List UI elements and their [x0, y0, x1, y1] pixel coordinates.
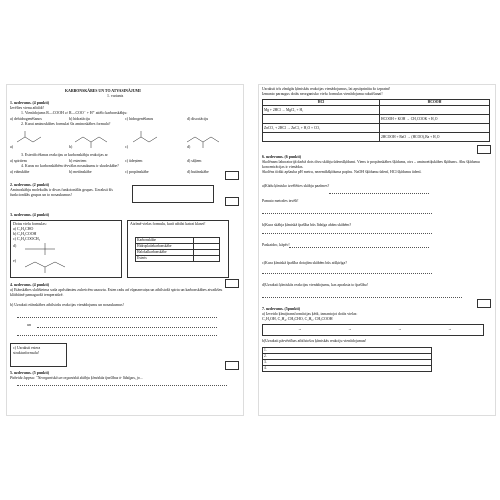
q6-text: Skolēnam laboratorijā darbā dots divu skābju ūdensšķīdumi. Viens ir propānskābes šķīdums, otrs – aminoetiķskābes šķīdums. Abu šķīdumu koncentrācijas ir vienādas. [262, 160, 480, 169]
q4-score-box[interactable] [225, 361, 239, 370]
q7-eq-cell[interactable]: 4. [263, 366, 432, 372]
q6-a-line[interactable] [329, 193, 429, 194]
table-row [263, 124, 490, 133]
q4-answer-line[interactable] [17, 335, 217, 336]
q6-b-line[interactable] [262, 233, 432, 234]
q6-a: a)Kādu ķīmisko izvēlēties skābju pazīmes? [262, 184, 330, 188]
table-cell[interactable]: ZnCO₃ + 2HCl → ZnCl₂ + H₂O + CO₂ [263, 124, 380, 133]
q3-class-cell: Hidroplaiiekarbonskābe [136, 244, 194, 250]
q3-classes-title: Atzīmē vielas formulu, kurā atbilst katrai klasei! [130, 222, 206, 226]
q3-class-cell: Halokalkarbonskābe [136, 250, 194, 256]
q6-d-line[interactable] [262, 297, 462, 298]
table-cell[interactable]: Mg + 2HCl → MgCl₂ + H₂ [263, 106, 380, 115]
q6-heading: 6. uzdevums. (6 punkti) [262, 155, 302, 159]
q7-b: b)Uzraksti pārvērtības atbilstošos ķīmiskās reakciju vienādojumus! [262, 339, 367, 343]
q4-part-b: b) Uzraksti etānskābes atbilstošu reakcijas vienādojumu un nosaukumus! [10, 303, 124, 307]
q5-text: Pabeidz lappsu: "Neorganiskā un organiskā skābju ķīmiskās īpašības ir līdzīgas, jo... [10, 376, 143, 380]
q1-instruction: Izvēlies vienu atbildi! [10, 106, 44, 110]
q7-arrow: → [348, 327, 352, 331]
q3-class-cell: Karbonskābe [136, 238, 194, 244]
q2-answer-box[interactable] [132, 185, 214, 203]
q2-heading: 2. uzdevums. (2 punkti) [10, 183, 50, 187]
table-cell[interactable]: 2HCOOH + BaO → (HCOO)₂Ba + H₂O [380, 133, 490, 142]
q1-s2: 2. Kurai aminoskābes formulai šīs aminoskābes formula? [21, 122, 111, 126]
q1-s2-opt-c: c) [125, 145, 129, 149]
q7-arrow: → [448, 327, 452, 331]
q1-s1-opt-c: c) hidrogenēšanos [125, 117, 154, 121]
q1-s1-opt-b: b) hidratāciju [69, 117, 90, 121]
table-cell[interactable] [380, 106, 490, 115]
q1-s2-opt-d: d) [187, 145, 191, 149]
q1-s4-opt-b: b) metānskābe [69, 170, 92, 174]
q7-eq-cell[interactable]: 1. [263, 348, 432, 354]
q3-formula-d: d) [13, 244, 17, 248]
table-cell[interactable] [263, 133, 380, 142]
reaction-table [262, 99, 490, 142]
q3-formula-b: b) C₂H₅COOH [13, 232, 37, 236]
table-row [263, 115, 490, 124]
col-hcooh: HCOOH [380, 100, 490, 106]
q1-s1-opt-d: d) disociāciju [187, 117, 209, 121]
q1-s3-opt-a: a) spirtiem [10, 159, 27, 163]
q4-answer-line[interactable] [37, 327, 217, 328]
q6-d: d)Uzraksti ķīmiskās reakcijas vienādojumu, kas apraksta to īpašību! [262, 283, 368, 287]
q6-text-2: Skolēns tīrāki apšauba pH metru, nezemīkšķīduma papīru. NaOH šķīdumu ūdenī, HCl šķīdumu ūdenī. [262, 170, 422, 174]
q3-classes-table [135, 237, 220, 262]
q3-class-cell: Esteris [136, 256, 194, 262]
q6-c: c)Kura ķīmiskā īpašība dotajām skābēm būs atšķirīga? [262, 261, 347, 265]
q7-arrow: → [298, 327, 302, 331]
q4-estera-box[interactable] [10, 343, 67, 367]
left-page [6, 84, 244, 416]
table-row [136, 256, 220, 262]
q1-s3: 3. Esterificēšanas reakcijas ar karbonskābju reakcijas ar [21, 153, 108, 157]
q3-score-box[interactable] [225, 279, 239, 288]
q3-structure-d-e [21, 241, 81, 275]
q6-c-line[interactable] [262, 273, 432, 274]
q4-answer-line[interactable] [17, 317, 217, 318]
worksheet-title: KARBONSKĀBES UN TO ATVASINĀJUMI [65, 89, 141, 93]
q4-heading: 4. uzdevums. (4 punkti) [10, 283, 50, 287]
q7-a: a) Izveido ķīmijtransformācijas ķēdi, izmantojot dotās vielas: [262, 312, 358, 316]
table-row [263, 133, 490, 142]
q4-un-label: un [27, 323, 31, 327]
q7-equations-table [262, 347, 432, 372]
q2-text: Aminoskābju molekulās ir divas funkcionālās grupas. Uzraksti šīs funkcionālās grupas un to nosaukumus! [10, 188, 113, 197]
q6-a2-line[interactable] [262, 213, 432, 214]
q3-formula-c: c) C₂H₅COOCH₃ [13, 237, 41, 241]
q3-formula-a: a) C₂H₅CHO [13, 227, 34, 231]
q3-formula-e: e) [13, 259, 17, 263]
q3-heading: 3. uzdevums. (4 punkti) [10, 213, 50, 217]
intro-line-2: Izmanto paraugus dotās neorganisko vielu formulas vienādojumu rakstīšanai! [262, 92, 383, 96]
q1-s3-opt-b: b) esteriem [69, 159, 87, 163]
q5-heading: 5. uzdevums. (5 punkti) [10, 371, 50, 375]
q1-s4-opt-c: c) propānskābe [125, 170, 149, 174]
q7-eq-cell[interactable]: 2. [263, 354, 432, 360]
q1-s4: 4. Kuras no karbonskābēm tēvvālas nosaukumu ir skudrskābe? [21, 164, 119, 168]
q3-formulas-title: Dotas vielu formulas: [13, 222, 47, 226]
intro-line-1: Uzraksti trīs zīmīgās ķīmiskās reakcijas vienādojumus, lai apstiprinātu šo izpratni! [262, 87, 391, 91]
table-cell[interactable]: HCOOH + KOH → CH₃COOK + H₂O [380, 115, 490, 124]
q1-s2-opt-b: b) [69, 145, 73, 149]
q7-heading: 7. uzdevums. (5punkti) [262, 307, 301, 311]
q1-s2-opt-a: a) [10, 145, 14, 149]
q6-b2-line[interactable] [289, 247, 429, 248]
q3-formulas-panel [10, 220, 122, 278]
q3-answer-cell[interactable] [194, 256, 220, 262]
q7-eq-cell[interactable]: 3. [263, 360, 432, 366]
q4-estera-label: c) Uzraksti estera strukturformulu! [13, 346, 41, 355]
q1-s1-opt-a: a) dehidrogenēšanos [10, 117, 42, 121]
q6-a2: Pamato metodes izvēli! [262, 199, 299, 203]
q5-answer-line[interactable] [17, 385, 227, 386]
q1-s4-opt-d: d) butānskābe [187, 170, 209, 174]
q1-s3-opt-d: d) sāļiem [187, 159, 202, 163]
table-row [263, 366, 432, 372]
q7-arrow: → [398, 327, 402, 331]
table-cell[interactable] [263, 115, 380, 124]
q1-heading: 1. uzdevums. (4 punkti) [10, 101, 50, 105]
right-page [258, 84, 496, 416]
q6-b2: Paskaidro, kāpēc! [262, 243, 290, 247]
q1-score-box[interactable] [225, 171, 239, 180]
q7-substances: C₂H₅OH, C₂H₄, CH₃CHO, C₂H₆, CH₃COOH [262, 317, 333, 321]
table-score-box[interactable] [477, 145, 491, 154]
table-cell[interactable] [380, 124, 490, 133]
q7-chain-box [262, 324, 484, 336]
variant-label: 1. variants [107, 94, 124, 98]
q2-score-box[interactable] [225, 197, 239, 206]
q1-s1: 1. Vienādojums R—COOH ⇄ R—COO⁻ + H⁺ attēlo karbonskābju: [21, 111, 128, 115]
table-row [263, 106, 490, 115]
col-hcl: HCl [263, 100, 380, 106]
q1-s3-opt-c: c) ūdeņiem [125, 159, 143, 163]
q4-part-a: a) Etānskābes slaltšteima soda aprlstāmieu zulreicēm uzaoztu. Esten radu arī rūpnanvaiņa un atbilstošā spirta un karbonskābes atvaikšeu klātbūtnē pamaguošā temperatūrē. [10, 288, 223, 297]
q6-b: b)Kura skābja ķīmiskā īpašība būs līdzīga abām skābēm? [262, 223, 352, 227]
q1-s4-opt-a: a) etānskābe [10, 170, 30, 174]
q6-score-box[interactable] [477, 299, 491, 308]
